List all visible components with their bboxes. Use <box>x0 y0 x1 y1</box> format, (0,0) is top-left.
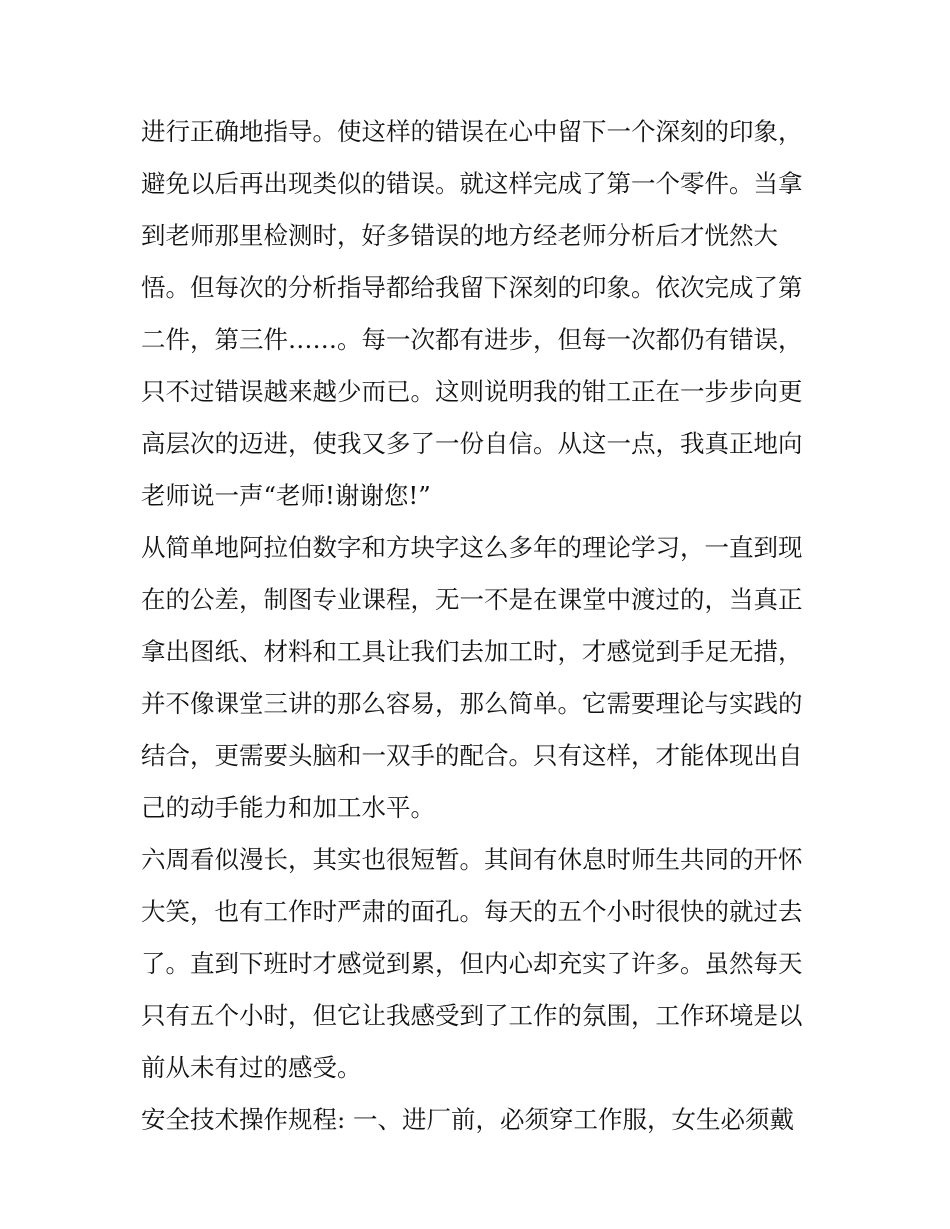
text-line: 二件，第三件……。每一次都有进步，但每一次都仍有错误， <box>141 325 803 354</box>
text-line: 大笑，也有工作时严肃的面孔。每天的五个小时很快的就过去 <box>141 897 803 926</box>
text-line: 安全技术操作规程: 一、进厂前，必须穿工作服，女生必须戴 <box>141 1105 795 1134</box>
text-line: 结合，更需要头脑和一双手的配合。只有这样，才能体现出自 <box>141 741 803 770</box>
text-line: 前从未有过的感受。 <box>141 1053 362 1082</box>
document-body <box>141 106 821 1146</box>
text-line: 拿出图纸、材料和工具让我们去加工时，才感觉到手足无措， <box>141 637 803 666</box>
text-line: 避免以后再出现类似的错误。就这样完成了第一个零件。当拿 <box>141 169 803 198</box>
paragraph-1 <box>141 106 821 522</box>
text-line: 了。直到下班时才感觉到累，但内心却充实了许多。虽然每天 <box>141 949 803 978</box>
paragraph-2 <box>141 522 821 834</box>
text-line: 到老师那里检测时，好多错误的地方经老师分析后才恍然大 <box>141 221 778 250</box>
text-line: 只不过错误越来越少而已。这则说明我的钳工正在一步步向更 <box>141 377 803 406</box>
paragraph-3 <box>141 834 821 1094</box>
text-line: 高层次的迈进，使我又多了一份自信。从这一点，我真正地向 <box>141 429 803 458</box>
text-line: 进行正确地指导。使这样的错误在心中留下一个深刻的印象， <box>141 117 803 146</box>
text-line: 在的公差，制图专业课程，无一不是在课堂中渡过的，当真正 <box>141 585 803 614</box>
text-line: 老师说一声“老师!谢谢您!” <box>141 481 431 510</box>
text-line: 从简单地阿拉伯数字和方块字这么多年的理论学习，一直到现 <box>141 533 803 562</box>
text-line: 只有五个小时，但它让我感受到了工作的氛围，工作环境是以 <box>141 1001 803 1030</box>
text-line: 并不像课堂三讲的那么容易，那么简单。它需要理论与实践的 <box>141 689 803 718</box>
paragraph-4 <box>141 1094 821 1146</box>
text-line: 悟。但每次的分析指导都给我留下深刻的印象。依次完成了第 <box>141 273 803 302</box>
text-line: 六周看似漫长，其实也很短暂。其间有休息时师生共同的开怀 <box>141 845 803 874</box>
text-line: 己的动手能力和加工水平。 <box>141 793 435 822</box>
